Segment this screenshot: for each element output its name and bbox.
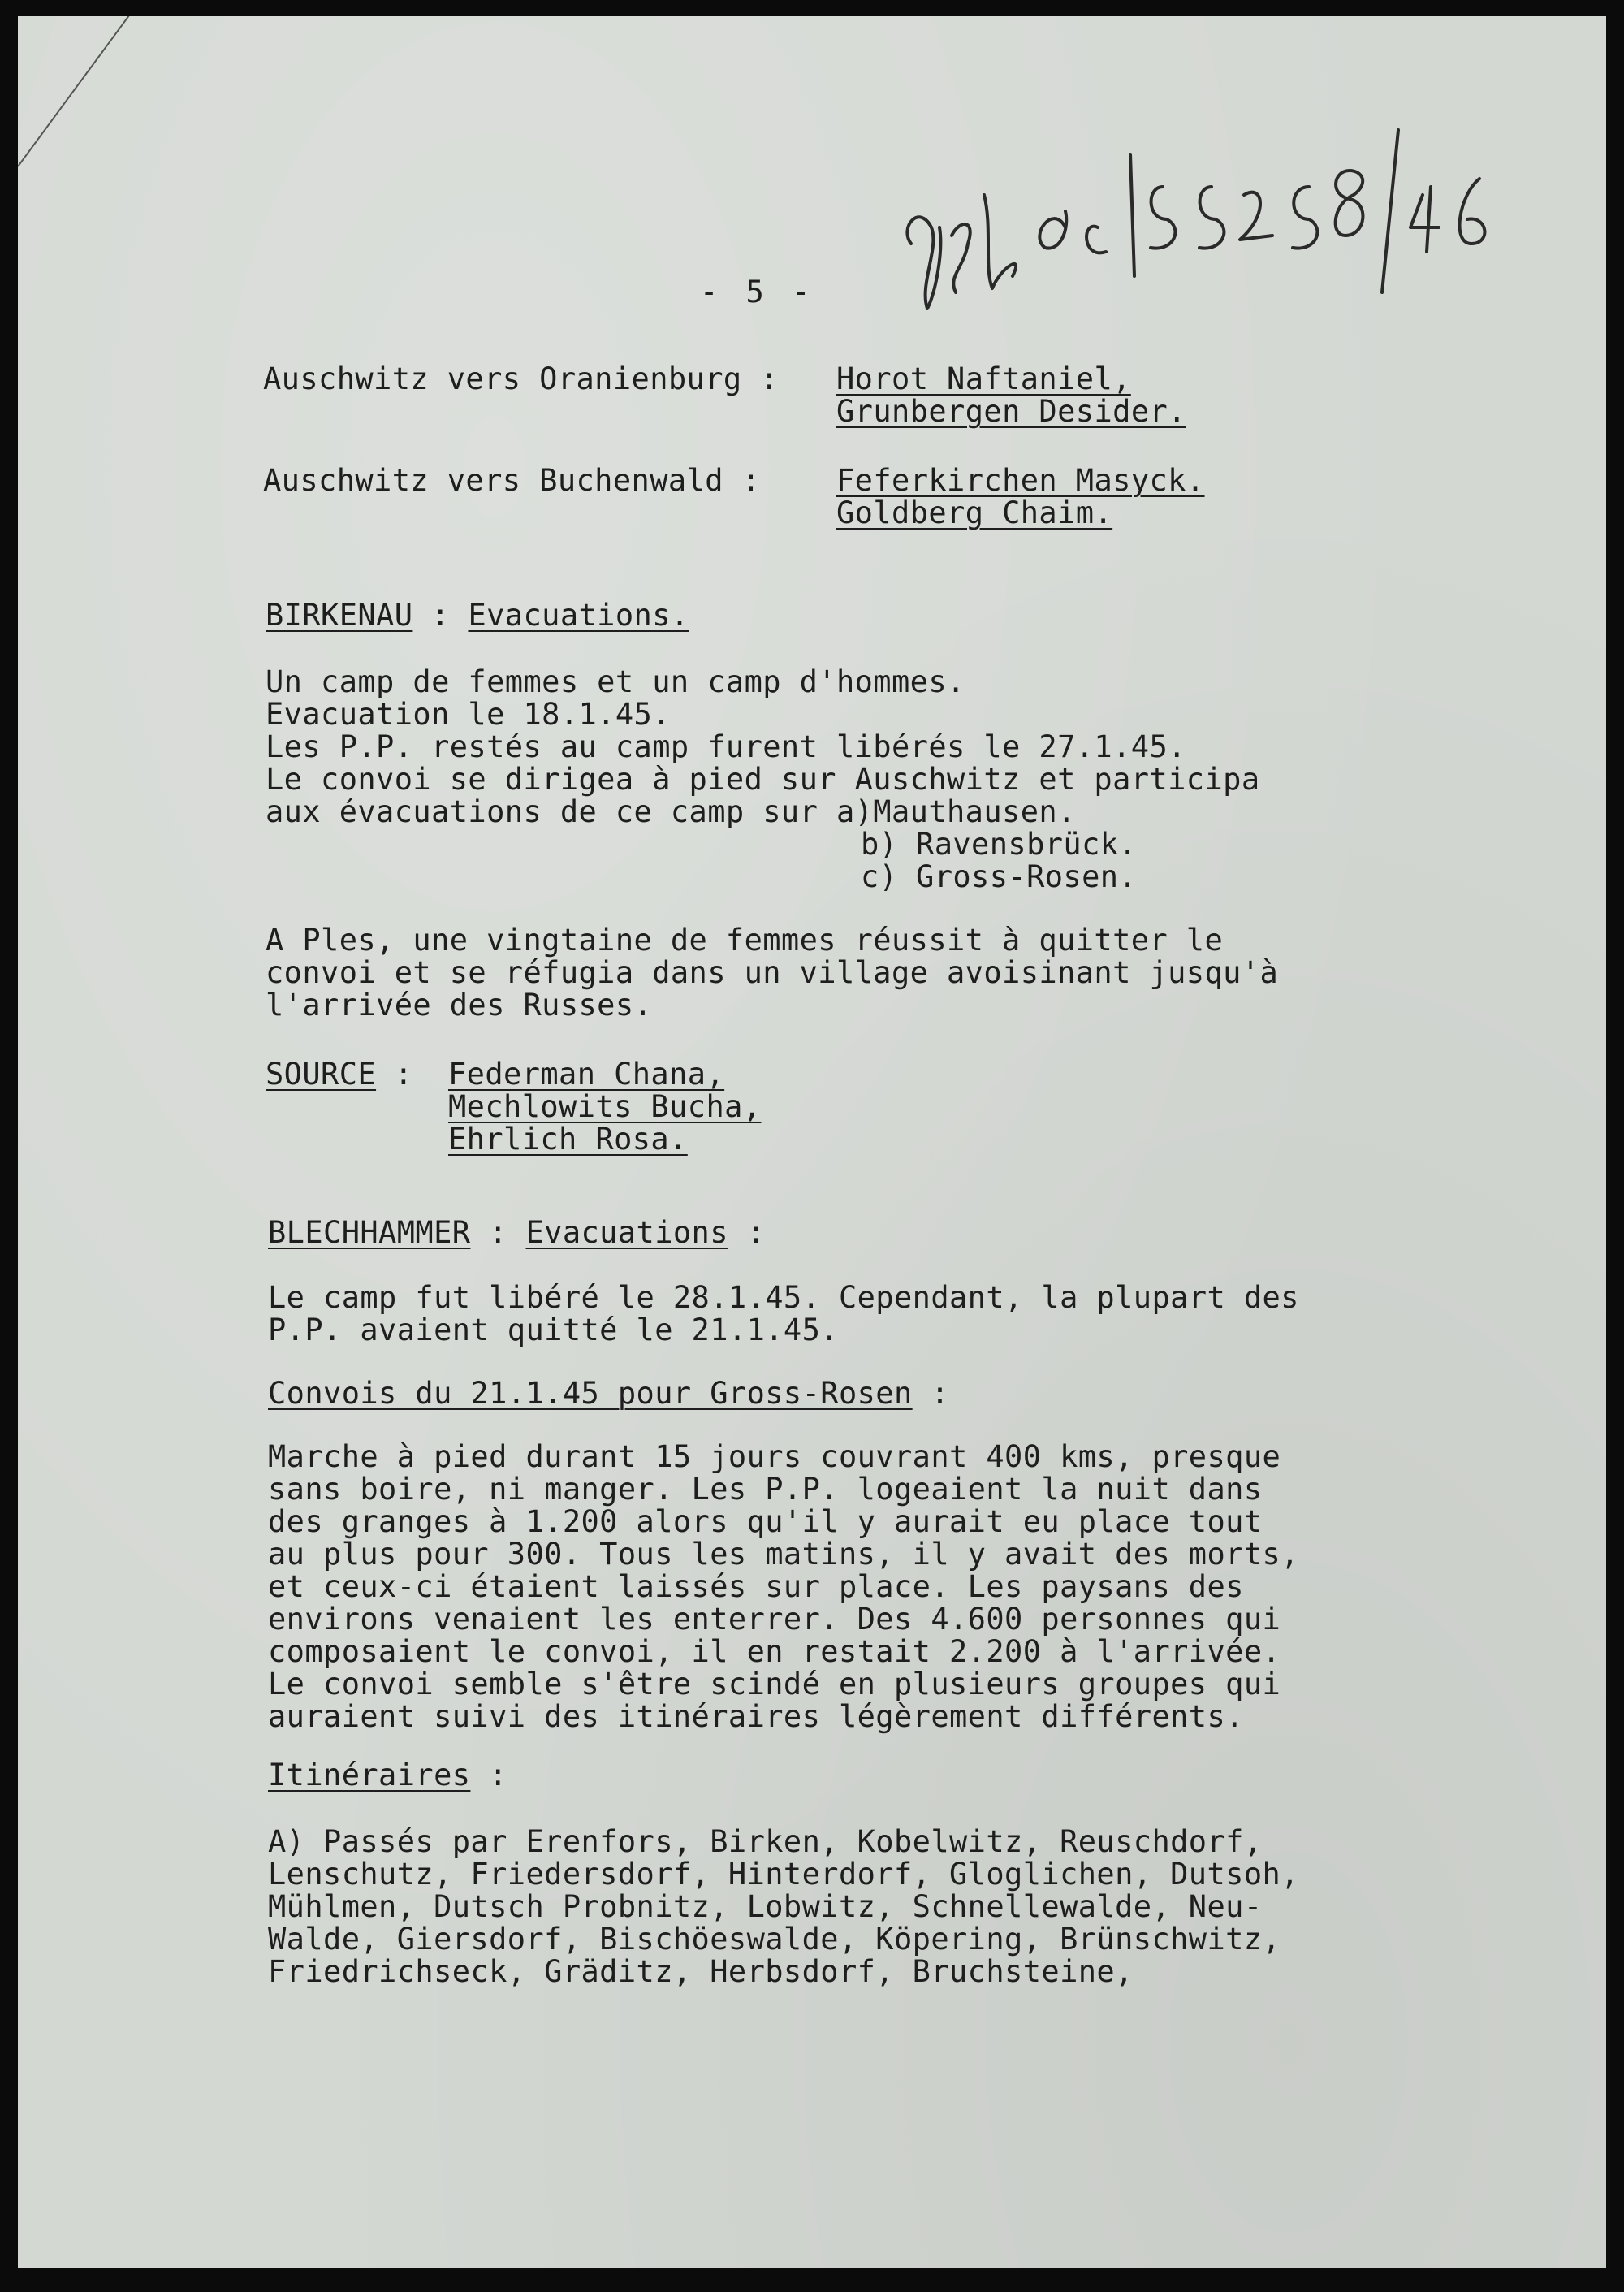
blechhammer-text-line: P.P. avaient quitté le 21.1.45.: [268, 1312, 839, 1347]
birkenau-text-line: aux évacuations de ce camp sur a)Mauthausen.: [266, 794, 1076, 829]
transfer-route-1: Auschwitz vers Oranienburg :: [263, 361, 779, 396]
birkenau-heading: BIRKENAU: [266, 598, 413, 633]
source-name: Ehrlich Rosa.: [448, 1122, 688, 1157]
convoy-text-line: auraient suivi des itinéraires légèrement différents.: [268, 1699, 1244, 1734]
blechhammer-subheading: Evacuations: [525, 1215, 728, 1250]
convoy-text-line: sans boire, ni manger. Les P.P. logeaient la nuit dans: [268, 1472, 1263, 1507]
convoy-text-line: au plus pour 300. Tous les matins, il y avait des morts,: [268, 1537, 1299, 1572]
convoy-text-line: et ceux-ci étaient laissés sur place. Les paysans des: [268, 1569, 1244, 1604]
heading-separator: :: [412, 598, 469, 633]
document-page: [18, 16, 1606, 2268]
transfer-name: Feferkirchen Masyck.: [836, 463, 1205, 498]
itineraires-heading-line: [268, 1759, 508, 1792]
archive-handwritten-reference: [862, 106, 1512, 349]
heading-tail: :: [470, 1758, 508, 1793]
route-line: Walde, Giersdorf, Bischöeswalde, Köpering, Brünschwitz,: [268, 1922, 1281, 1957]
source-line: [266, 1058, 431, 1091]
route-line: A) Passés par Erenfors, Birken, Kobelwitz, Reuschdorf,: [268, 1824, 1263, 1859]
heading-tail: :: [728, 1215, 766, 1250]
source-separator: :: [376, 1057, 432, 1092]
convoy-text-line: Marche à pied durant 15 jours couvrant 400 kms, presque: [268, 1439, 1281, 1474]
birkenau-destination: b) Ravensbrück.: [861, 827, 1138, 862]
birkenau-destination: c) Gross-Rosen.: [861, 859, 1138, 894]
birkenau-text-line: Evacuation le 18.1.45.: [266, 697, 671, 732]
route-line: Lenschutz, Friedersdorf, Hinterdorf, Gloglichen, Dutsoh,: [268, 1857, 1299, 1892]
ples-text-line: convoi et se réfugia dans un village avoisinant jusqu'à: [266, 955, 1279, 990]
transfer-name: Grunbergen Desider.: [836, 394, 1186, 429]
blechhammer-text-line: Le camp fut libéré le 28.1.45. Cependant, la plupart des: [268, 1280, 1299, 1315]
convoy-text-line: environs venaient les enterrer. Des 4.600 personnes qui: [268, 1602, 1281, 1637]
source-label: SOURCE: [266, 1057, 377, 1092]
heading-tail: :: [912, 1376, 950, 1411]
source-name: Mechlowits Bucha,: [448, 1089, 762, 1124]
transfer-name: Goldberg Chaim.: [836, 495, 1113, 530]
transfer-route-2: Auschwitz vers Buchenwald :: [263, 463, 761, 498]
birkenau-subheading: Evacuations.: [468, 598, 689, 633]
birkenau-text-line: Les P.P. restés au camp furent libérés le 27.1.45.: [266, 729, 1186, 764]
convoy-text-line: Le convoi semble s'être scindé en plusieurs groupes qui: [268, 1667, 1281, 1702]
convoy-heading: Convois du 21.1.45 pour Gross-Rosen: [268, 1376, 913, 1411]
ples-text-line: A Ples, une vingtaine de femmes réussit à quitter le: [266, 923, 1224, 958]
ples-text-line: l'arrivée des Russes.: [266, 988, 653, 1023]
birkenau-text-line: Le convoi se dirigea à pied sur Auschwitz et participa: [266, 762, 1260, 797]
convoy-text-line: des granges à 1.200 alors qu'il y aurait eu place tout: [268, 1504, 1263, 1539]
blechhammer-heading-line: [268, 1217, 765, 1249]
itineraires-heading: Itinéraires: [268, 1758, 471, 1793]
birkenau-text-line: Un camp de femmes et un camp d'hommes.: [266, 664, 965, 699]
blechhammer-heading: BLECHHAMMER: [268, 1215, 471, 1250]
corner-pencil-mark: [18, 16, 164, 203]
route-line: Friedrichseck, Gräditz, Herbsdorf, Bruchsteine,: [268, 1954, 1134, 1989]
transfer-name: Horot Naftaniel,: [836, 361, 1131, 396]
convoy-heading-line: [268, 1377, 949, 1410]
heading-separator: :: [470, 1215, 526, 1250]
route-line: Mühlmen, Dutsch Probnitz, Lobwitz, Schnellewalde, Neu-: [268, 1889, 1263, 1924]
page-number: - 5 -: [700, 275, 815, 309]
source-name: Federman Chana,: [448, 1057, 725, 1092]
birkenau-heading-line: [266, 599, 689, 632]
convoy-text-line: composaient le convoi, il en restait 2.200 à l'arrivée.: [268, 1634, 1281, 1669]
